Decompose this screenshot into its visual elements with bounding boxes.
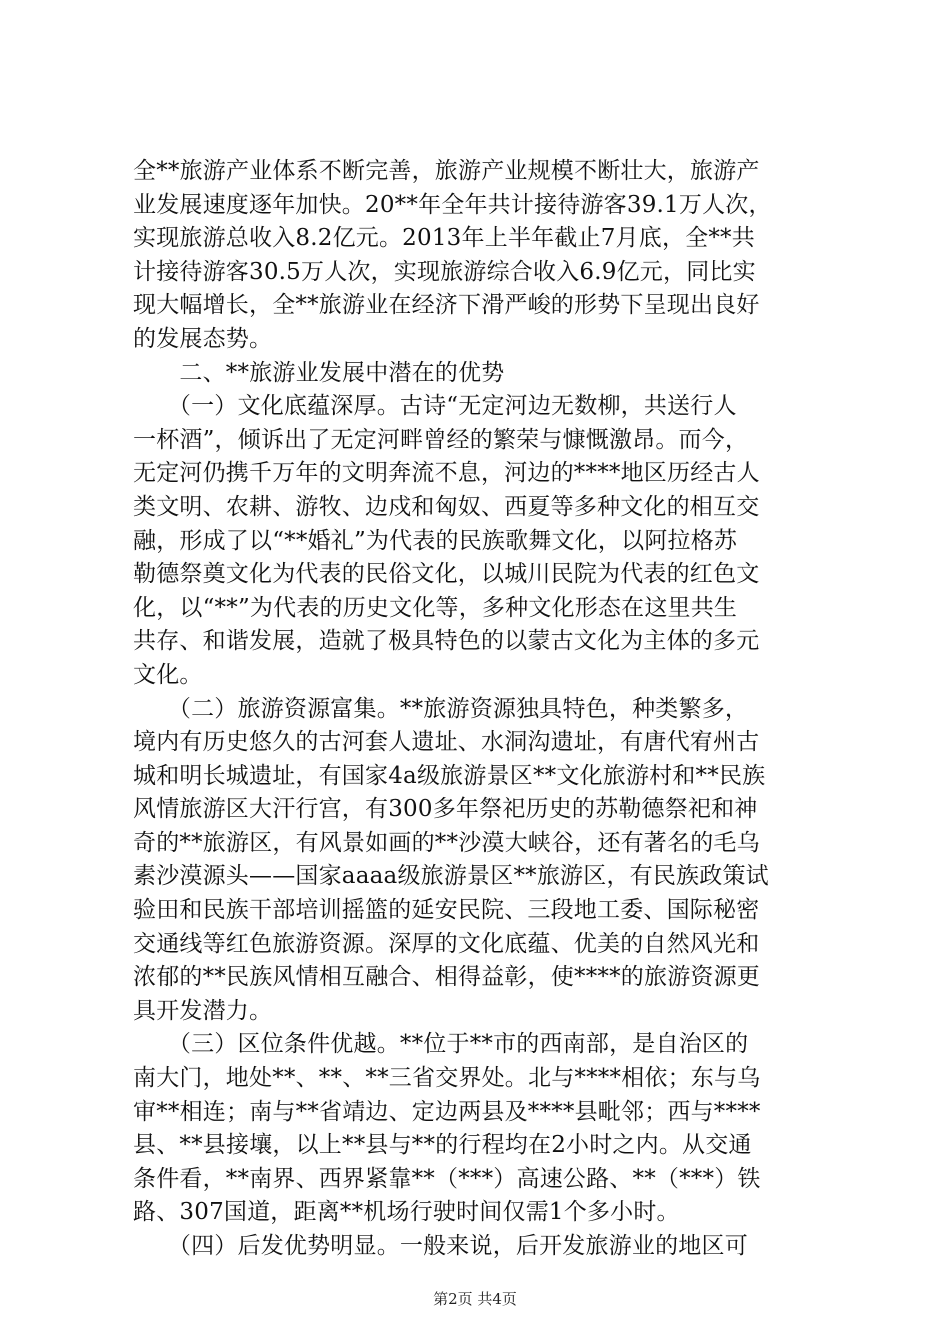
text-line: 素沙漠源头——国家aaaa级旅游景区**旅游区，有民族政策试 <box>133 863 769 890</box>
text-line: 奇的**旅游区，有风景如画的**沙漠大峡谷，还有著名的毛乌 <box>133 829 760 856</box>
text-line: （三）区位条件优越。**位于**市的西南部，是自治区的 <box>133 1031 749 1058</box>
text-line: 无定河仍携千万年的文明奔流不息，河边的****地区历经古人 <box>133 460 760 487</box>
text-line: 文化。 <box>133 661 203 688</box>
text-line: 交通线等红色旅游资源。深厚的文化底蕴、优美的自然风光和 <box>133 930 760 957</box>
text-line: （四）后发优势明显。一般来说，后开发旅游业的地区可 <box>133 1233 748 1259</box>
text-line: 全**旅游产业体系不断完善，旅游产业规模不断壮大，旅游产 <box>133 158 760 184</box>
text-line: 审**相连；南与**省靖边、定边两县及****县毗邻；西与**** <box>133 1098 761 1125</box>
text-line: 境内有历史悠久的古河套人遗址、水洞沟遗址，有唐代宥州古 <box>133 729 760 756</box>
text-line: 具开发潜力。 <box>133 997 273 1024</box>
text-line: 融，形成了以“**婚礼”为代表的民族歌舞文化，以阿拉格苏 <box>133 527 738 554</box>
text-line: 县、**县接壤，以上**县与**的行程均在2小时之内。从交通 <box>133 1132 752 1159</box>
section-heading: 二、**旅游业发展中潜在的优势 <box>133 359 505 386</box>
text-line: 一杯酒”，倾诉出了无定河畔曾经的繁荣与慷慨激昂。而今， <box>133 426 749 453</box>
text-line: （二）旅游资源富集。**旅游资源独具特色，种类繁多， <box>133 695 749 722</box>
text-line: 计接待游客30.5万人次，实现旅游综合收入6.9亿元，同比实 <box>133 258 756 285</box>
text-line: 验田和民族干部培训摇篮的延安民院、三段地工委、国际秘密 <box>133 897 760 924</box>
text-line: 风情旅游区大汗行宫，有300多年祭祀历史的苏勒德祭祀和神 <box>133 796 758 823</box>
text-line: 路、307国道，距离**机场行驶时间仅需1个多小时。 <box>133 1199 680 1226</box>
text-line: 化，以“**”为代表的历史文化等，多种文化形态在这里共生 <box>133 594 738 621</box>
text-line: 业发展速度逐年加快。20**年全年共计接待游客39.1万人次， <box>133 191 772 218</box>
text-line: 南大门，地处**、**、**三省交界处。北与****相依；东与乌 <box>133 1065 761 1092</box>
text-line: 条件看，**南界、西界紧靠**（***）高速公路、**（***）铁 <box>133 1165 761 1192</box>
text-line: 的发展态势。 <box>133 325 273 352</box>
page-number-footer: 第2页 共4页 <box>433 1290 517 1308</box>
text-line: 类文明、农耕、游牧、边戍和匈奴、西夏等多种文化的相互交 <box>133 493 760 520</box>
text-line: 勒德祭奠文化为代表的民俗文化，以城川民院为代表的红色文 <box>133 561 760 588</box>
text-line: 实现旅游总收入8.2亿元。2013年上半年截止7月底，全**共 <box>133 225 755 252</box>
text-line: 浓郁的**民族风情相互融合、相得益彰，使****的旅游资源更 <box>133 964 760 991</box>
document-body <box>133 155 823 1264</box>
text-line: 城和明长城遗址，有国家4a级旅游景区**文化旅游村和**民族 <box>133 762 766 789</box>
text-line: 共存、和谐发展，造就了极具特色的以蒙古文化为主体的多元 <box>133 628 760 655</box>
text-line: 现大幅增长，全**旅游业在经济下滑严峻的形势下呈现出良好 <box>133 292 760 319</box>
text-line: （一）文化底蕴深厚。古诗“无定河边无数柳，共送行人 <box>133 393 737 420</box>
